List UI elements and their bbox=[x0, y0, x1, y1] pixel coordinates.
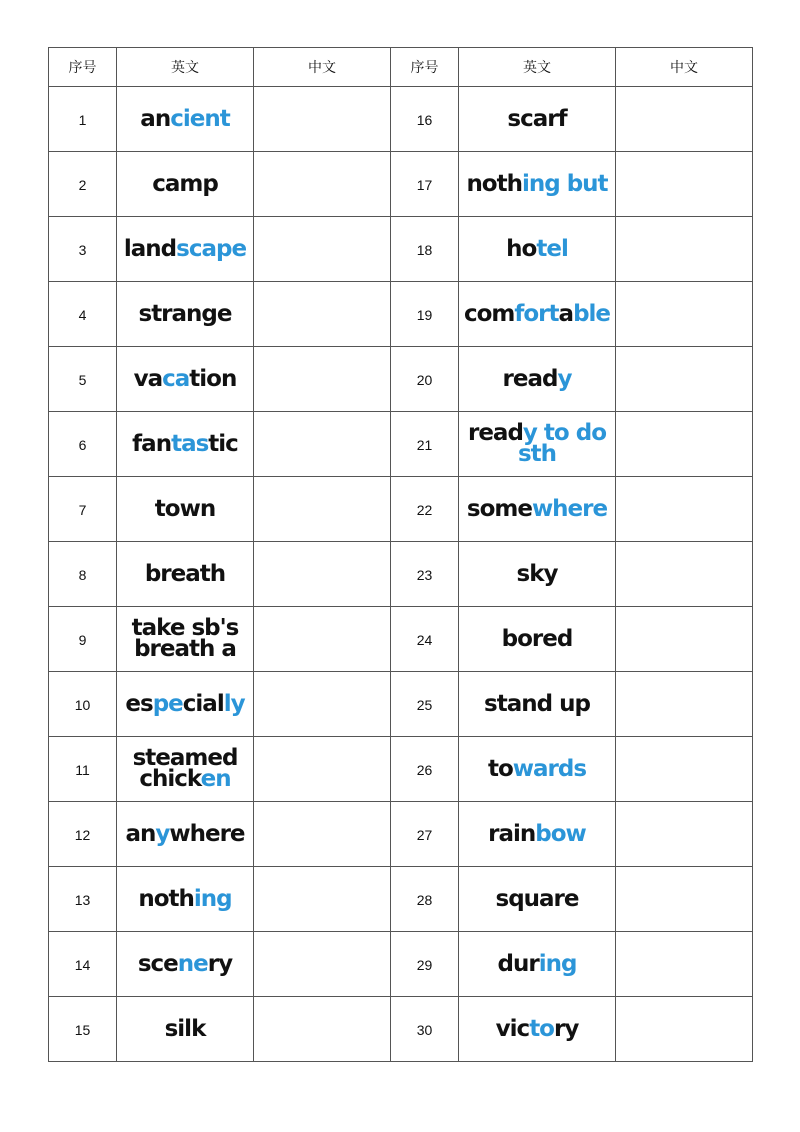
item-number: 6 bbox=[78, 436, 87, 453]
word-syllable: stand up bbox=[484, 690, 590, 717]
highlighted-syllable: where bbox=[531, 495, 608, 522]
highlighted-syllable: ing bbox=[538, 950, 577, 977]
number-cell bbox=[391, 87, 459, 152]
number-cell bbox=[391, 932, 459, 997]
english-word bbox=[501, 625, 573, 652]
english-cell bbox=[459, 997, 616, 1062]
word-syllable: to bbox=[487, 755, 513, 782]
english-cell bbox=[459, 152, 616, 217]
number-cell bbox=[391, 412, 459, 477]
item-number: 27 bbox=[416, 826, 433, 843]
item-number: 28 bbox=[416, 891, 433, 908]
english-cell bbox=[459, 282, 616, 347]
item-number: 26 bbox=[416, 761, 433, 778]
english-word bbox=[125, 820, 245, 847]
item-number: 19 bbox=[416, 306, 433, 323]
english-word bbox=[463, 300, 611, 327]
english-cell bbox=[459, 347, 616, 412]
item-number: 2 bbox=[78, 176, 87, 193]
highlighted-syllable: tel bbox=[536, 235, 568, 262]
header-row bbox=[49, 48, 753, 87]
number-cell bbox=[391, 867, 459, 932]
word-syllable: silk bbox=[164, 1015, 206, 1042]
english-word bbox=[138, 885, 232, 912]
chinese-answer-cell[interactable] bbox=[254, 997, 391, 1062]
english-cell bbox=[117, 672, 254, 737]
chinese-answer-cell[interactable] bbox=[254, 672, 391, 737]
chinese-answer-cell[interactable] bbox=[616, 672, 753, 737]
word-syllable: camp bbox=[152, 170, 218, 197]
word-syllable: breath bbox=[144, 560, 226, 587]
number-cell bbox=[391, 802, 459, 867]
word-syllable: com bbox=[463, 300, 515, 327]
english-cell bbox=[459, 412, 616, 477]
header-cn-left: 中文 bbox=[254, 48, 391, 87]
english-word bbox=[495, 885, 579, 912]
item-number: 9 bbox=[78, 631, 87, 648]
item-number: 14 bbox=[74, 956, 91, 973]
item-number: 15 bbox=[74, 1021, 91, 1038]
word-syllable: an bbox=[125, 820, 156, 847]
chinese-answer-cell[interactable] bbox=[616, 997, 753, 1062]
word-syllable: rain bbox=[488, 820, 536, 847]
chinese-answer-cell[interactable] bbox=[616, 542, 753, 607]
chinese-answer-cell[interactable] bbox=[254, 87, 391, 152]
number-cell bbox=[49, 997, 117, 1062]
english-cell bbox=[117, 87, 254, 152]
word-syllable: take sb's breath a bbox=[131, 615, 239, 662]
english-cell bbox=[117, 802, 254, 867]
item-number: 18 bbox=[416, 241, 433, 258]
chinese-answer-cell[interactable] bbox=[616, 932, 753, 997]
table-row bbox=[49, 802, 753, 867]
chinese-answer-cell[interactable] bbox=[254, 347, 391, 412]
chinese-answer-cell[interactable] bbox=[254, 152, 391, 217]
header-no-left: 序号 bbox=[49, 48, 117, 87]
table-row bbox=[49, 217, 753, 282]
highlighted-syllable: ca bbox=[162, 365, 190, 392]
highlighted-syllable: wards bbox=[512, 755, 587, 782]
english-word bbox=[466, 495, 608, 522]
english-word bbox=[140, 105, 230, 132]
item-number: 29 bbox=[416, 956, 433, 973]
chinese-answer-cell[interactable] bbox=[254, 282, 391, 347]
english-cell bbox=[117, 737, 254, 802]
english-word bbox=[154, 495, 216, 522]
table-body bbox=[49, 87, 753, 1062]
chinese-answer-cell[interactable] bbox=[254, 867, 391, 932]
english-cell bbox=[459, 672, 616, 737]
word-syllable: va bbox=[133, 365, 163, 392]
english-cell bbox=[117, 542, 254, 607]
word-syllable: vic bbox=[495, 1015, 530, 1042]
table-row bbox=[49, 282, 753, 347]
highlighted-syllable: y bbox=[155, 820, 170, 847]
table-row bbox=[49, 477, 753, 542]
english-cell bbox=[117, 477, 254, 542]
item-number: 22 bbox=[416, 501, 433, 518]
highlighted-syllable: en bbox=[200, 766, 231, 792]
english-word bbox=[484, 690, 590, 717]
item-number: 25 bbox=[416, 696, 433, 713]
highlighted-syllable: tas bbox=[171, 430, 209, 457]
number-cell bbox=[49, 412, 117, 477]
number-cell bbox=[391, 737, 459, 802]
highlighted-syllable: scape bbox=[176, 235, 247, 262]
english-cell bbox=[117, 997, 254, 1062]
item-number: 5 bbox=[78, 371, 87, 388]
chinese-answer-cell[interactable] bbox=[616, 217, 753, 282]
number-cell bbox=[391, 347, 459, 412]
table-row bbox=[49, 87, 753, 152]
word-syllable: ry bbox=[553, 1015, 579, 1042]
word-syllable: noth bbox=[466, 170, 522, 197]
table-row bbox=[49, 152, 753, 217]
highlighted-syllable: y bbox=[557, 365, 572, 392]
vocabulary-table bbox=[48, 47, 753, 1062]
word-syllable: ry bbox=[207, 950, 233, 977]
chinese-answer-cell[interactable] bbox=[254, 217, 391, 282]
item-number: 4 bbox=[78, 306, 87, 323]
word-syllable: some bbox=[466, 495, 532, 522]
table-row bbox=[49, 607, 753, 672]
word-syllable: read bbox=[467, 420, 523, 446]
highlighted-syllable: ne bbox=[177, 950, 208, 977]
table-row bbox=[49, 672, 753, 737]
highlighted-syllable: cient bbox=[170, 105, 230, 132]
english-word bbox=[497, 950, 577, 977]
english-word bbox=[466, 170, 608, 197]
number-cell bbox=[391, 542, 459, 607]
english-word bbox=[487, 755, 587, 782]
word-syllable: tion bbox=[189, 365, 237, 392]
word-syllable: strange bbox=[138, 300, 232, 327]
word-syllable: ho bbox=[506, 235, 537, 262]
header-no-right: 序号 bbox=[391, 48, 459, 87]
highlighted-syllable: y to do sth bbox=[517, 420, 606, 467]
word-syllable: town bbox=[154, 495, 216, 522]
number-cell bbox=[49, 867, 117, 932]
number-cell bbox=[49, 217, 117, 282]
english-cell bbox=[117, 217, 254, 282]
chinese-answer-cell[interactable] bbox=[616, 282, 753, 347]
word-syllable: sce bbox=[137, 950, 178, 977]
chinese-answer-cell[interactable] bbox=[616, 867, 753, 932]
english-cell bbox=[117, 347, 254, 412]
highlighted-syllable: ly bbox=[223, 690, 245, 717]
word-syllable: fan bbox=[132, 430, 172, 457]
word-syllable: land bbox=[123, 235, 177, 262]
english-word bbox=[495, 1015, 579, 1042]
item-number: 7 bbox=[78, 501, 87, 518]
english-word bbox=[133, 365, 237, 392]
number-cell bbox=[391, 477, 459, 542]
highlighted-syllable: ing but bbox=[521, 170, 608, 197]
word-syllable: steamed chick bbox=[132, 745, 238, 792]
english-cell bbox=[459, 867, 616, 932]
number-cell bbox=[49, 932, 117, 997]
chinese-answer-cell[interactable] bbox=[616, 477, 753, 542]
number-cell bbox=[49, 152, 117, 217]
highlighted-syllable: ble bbox=[573, 300, 611, 327]
english-word bbox=[506, 235, 568, 262]
number-cell bbox=[391, 282, 459, 347]
item-number: 13 bbox=[74, 891, 91, 908]
number-cell bbox=[391, 607, 459, 672]
english-word bbox=[502, 365, 572, 392]
header-en-right: 英文 bbox=[459, 48, 616, 87]
number-cell bbox=[49, 542, 117, 607]
header-en-left: 英文 bbox=[117, 48, 254, 87]
table-row bbox=[49, 932, 753, 997]
chinese-answer-cell[interactable] bbox=[254, 802, 391, 867]
highlighted-syllable: bow bbox=[535, 820, 586, 847]
english-word bbox=[137, 950, 233, 977]
chinese-answer-cell[interactable] bbox=[616, 87, 753, 152]
highlighted-syllable: fort bbox=[514, 300, 559, 327]
item-number: 3 bbox=[78, 241, 87, 258]
chinese-answer-cell[interactable] bbox=[254, 477, 391, 542]
table-row bbox=[49, 867, 753, 932]
chinese-answer-cell[interactable] bbox=[254, 607, 391, 672]
english-word bbox=[507, 105, 567, 132]
english-cell bbox=[117, 607, 254, 672]
english-cell bbox=[459, 477, 616, 542]
item-number: 21 bbox=[416, 436, 433, 453]
word-syllable: es bbox=[125, 690, 153, 717]
english-word bbox=[132, 430, 238, 457]
english-cell bbox=[117, 412, 254, 477]
highlighted-syllable: pe bbox=[152, 690, 183, 717]
item-number: 16 bbox=[416, 111, 433, 128]
chinese-answer-cell[interactable] bbox=[254, 542, 391, 607]
number-cell bbox=[49, 802, 117, 867]
table-row bbox=[49, 737, 753, 802]
item-number: 12 bbox=[74, 826, 91, 843]
english-word bbox=[164, 1015, 206, 1042]
word-syllable: cial bbox=[182, 690, 224, 717]
word-syllable: where bbox=[169, 820, 245, 847]
word-syllable: an bbox=[140, 105, 171, 132]
word-syllable: bored bbox=[501, 625, 573, 652]
english-cell bbox=[117, 867, 254, 932]
number-cell bbox=[49, 477, 117, 542]
chinese-answer-cell[interactable] bbox=[616, 152, 753, 217]
chinese-answer-cell[interactable] bbox=[616, 607, 753, 672]
number-cell bbox=[49, 347, 117, 412]
table-row bbox=[49, 542, 753, 607]
item-number: 23 bbox=[416, 566, 433, 583]
number-cell bbox=[391, 217, 459, 282]
chinese-answer-cell[interactable] bbox=[616, 347, 753, 412]
english-cell bbox=[117, 152, 254, 217]
word-syllable: dur bbox=[497, 950, 539, 977]
english-word bbox=[118, 745, 252, 792]
number-cell bbox=[49, 672, 117, 737]
english-word bbox=[123, 235, 247, 262]
table-row bbox=[49, 997, 753, 1062]
word-syllable: sky bbox=[516, 560, 558, 587]
item-number: 8 bbox=[78, 566, 87, 583]
word-syllable: tic bbox=[208, 430, 238, 457]
highlighted-syllable: to bbox=[529, 1015, 554, 1042]
chinese-answer-cell[interactable] bbox=[254, 737, 391, 802]
highlighted-syllable: ing bbox=[193, 885, 232, 912]
item-number: 11 bbox=[75, 761, 90, 778]
english-cell bbox=[459, 737, 616, 802]
chinese-answer-cell[interactable] bbox=[616, 802, 753, 867]
english-word bbox=[118, 615, 252, 662]
english-cell bbox=[459, 607, 616, 672]
number-cell bbox=[49, 737, 117, 802]
english-cell bbox=[117, 932, 254, 997]
english-cell bbox=[459, 217, 616, 282]
item-number: 20 bbox=[416, 371, 433, 388]
header-cn-right: 中文 bbox=[616, 48, 753, 87]
english-word bbox=[138, 300, 232, 327]
word-syllable: square bbox=[495, 885, 579, 912]
word-syllable: noth bbox=[138, 885, 194, 912]
english-word bbox=[488, 820, 586, 847]
chinese-answer-cell[interactable] bbox=[616, 737, 753, 802]
number-cell bbox=[391, 672, 459, 737]
english-cell bbox=[117, 282, 254, 347]
word-syllable: read bbox=[502, 365, 558, 392]
item-number: 1 bbox=[78, 111, 87, 128]
number-cell bbox=[391, 997, 459, 1062]
word-syllable: a bbox=[558, 300, 574, 327]
number-cell bbox=[49, 607, 117, 672]
chinese-answer-cell[interactable] bbox=[616, 412, 753, 477]
english-word bbox=[460, 420, 614, 467]
english-word bbox=[144, 560, 226, 587]
item-number: 10 bbox=[74, 696, 91, 713]
english-word bbox=[152, 170, 218, 197]
table-row bbox=[49, 412, 753, 477]
item-number: 17 bbox=[416, 176, 433, 193]
item-number: 30 bbox=[416, 1021, 433, 1038]
chinese-answer-cell[interactable] bbox=[254, 932, 391, 997]
number-cell bbox=[49, 87, 117, 152]
item-number: 24 bbox=[416, 631, 433, 648]
table-row bbox=[49, 347, 753, 412]
number-cell bbox=[391, 152, 459, 217]
english-cell bbox=[459, 87, 616, 152]
english-cell bbox=[459, 542, 616, 607]
english-word bbox=[516, 560, 558, 587]
chinese-answer-cell[interactable] bbox=[254, 412, 391, 477]
english-cell bbox=[459, 802, 616, 867]
english-cell bbox=[459, 932, 616, 997]
number-cell bbox=[49, 282, 117, 347]
english-word bbox=[125, 690, 245, 717]
word-syllable: scarf bbox=[507, 105, 567, 132]
